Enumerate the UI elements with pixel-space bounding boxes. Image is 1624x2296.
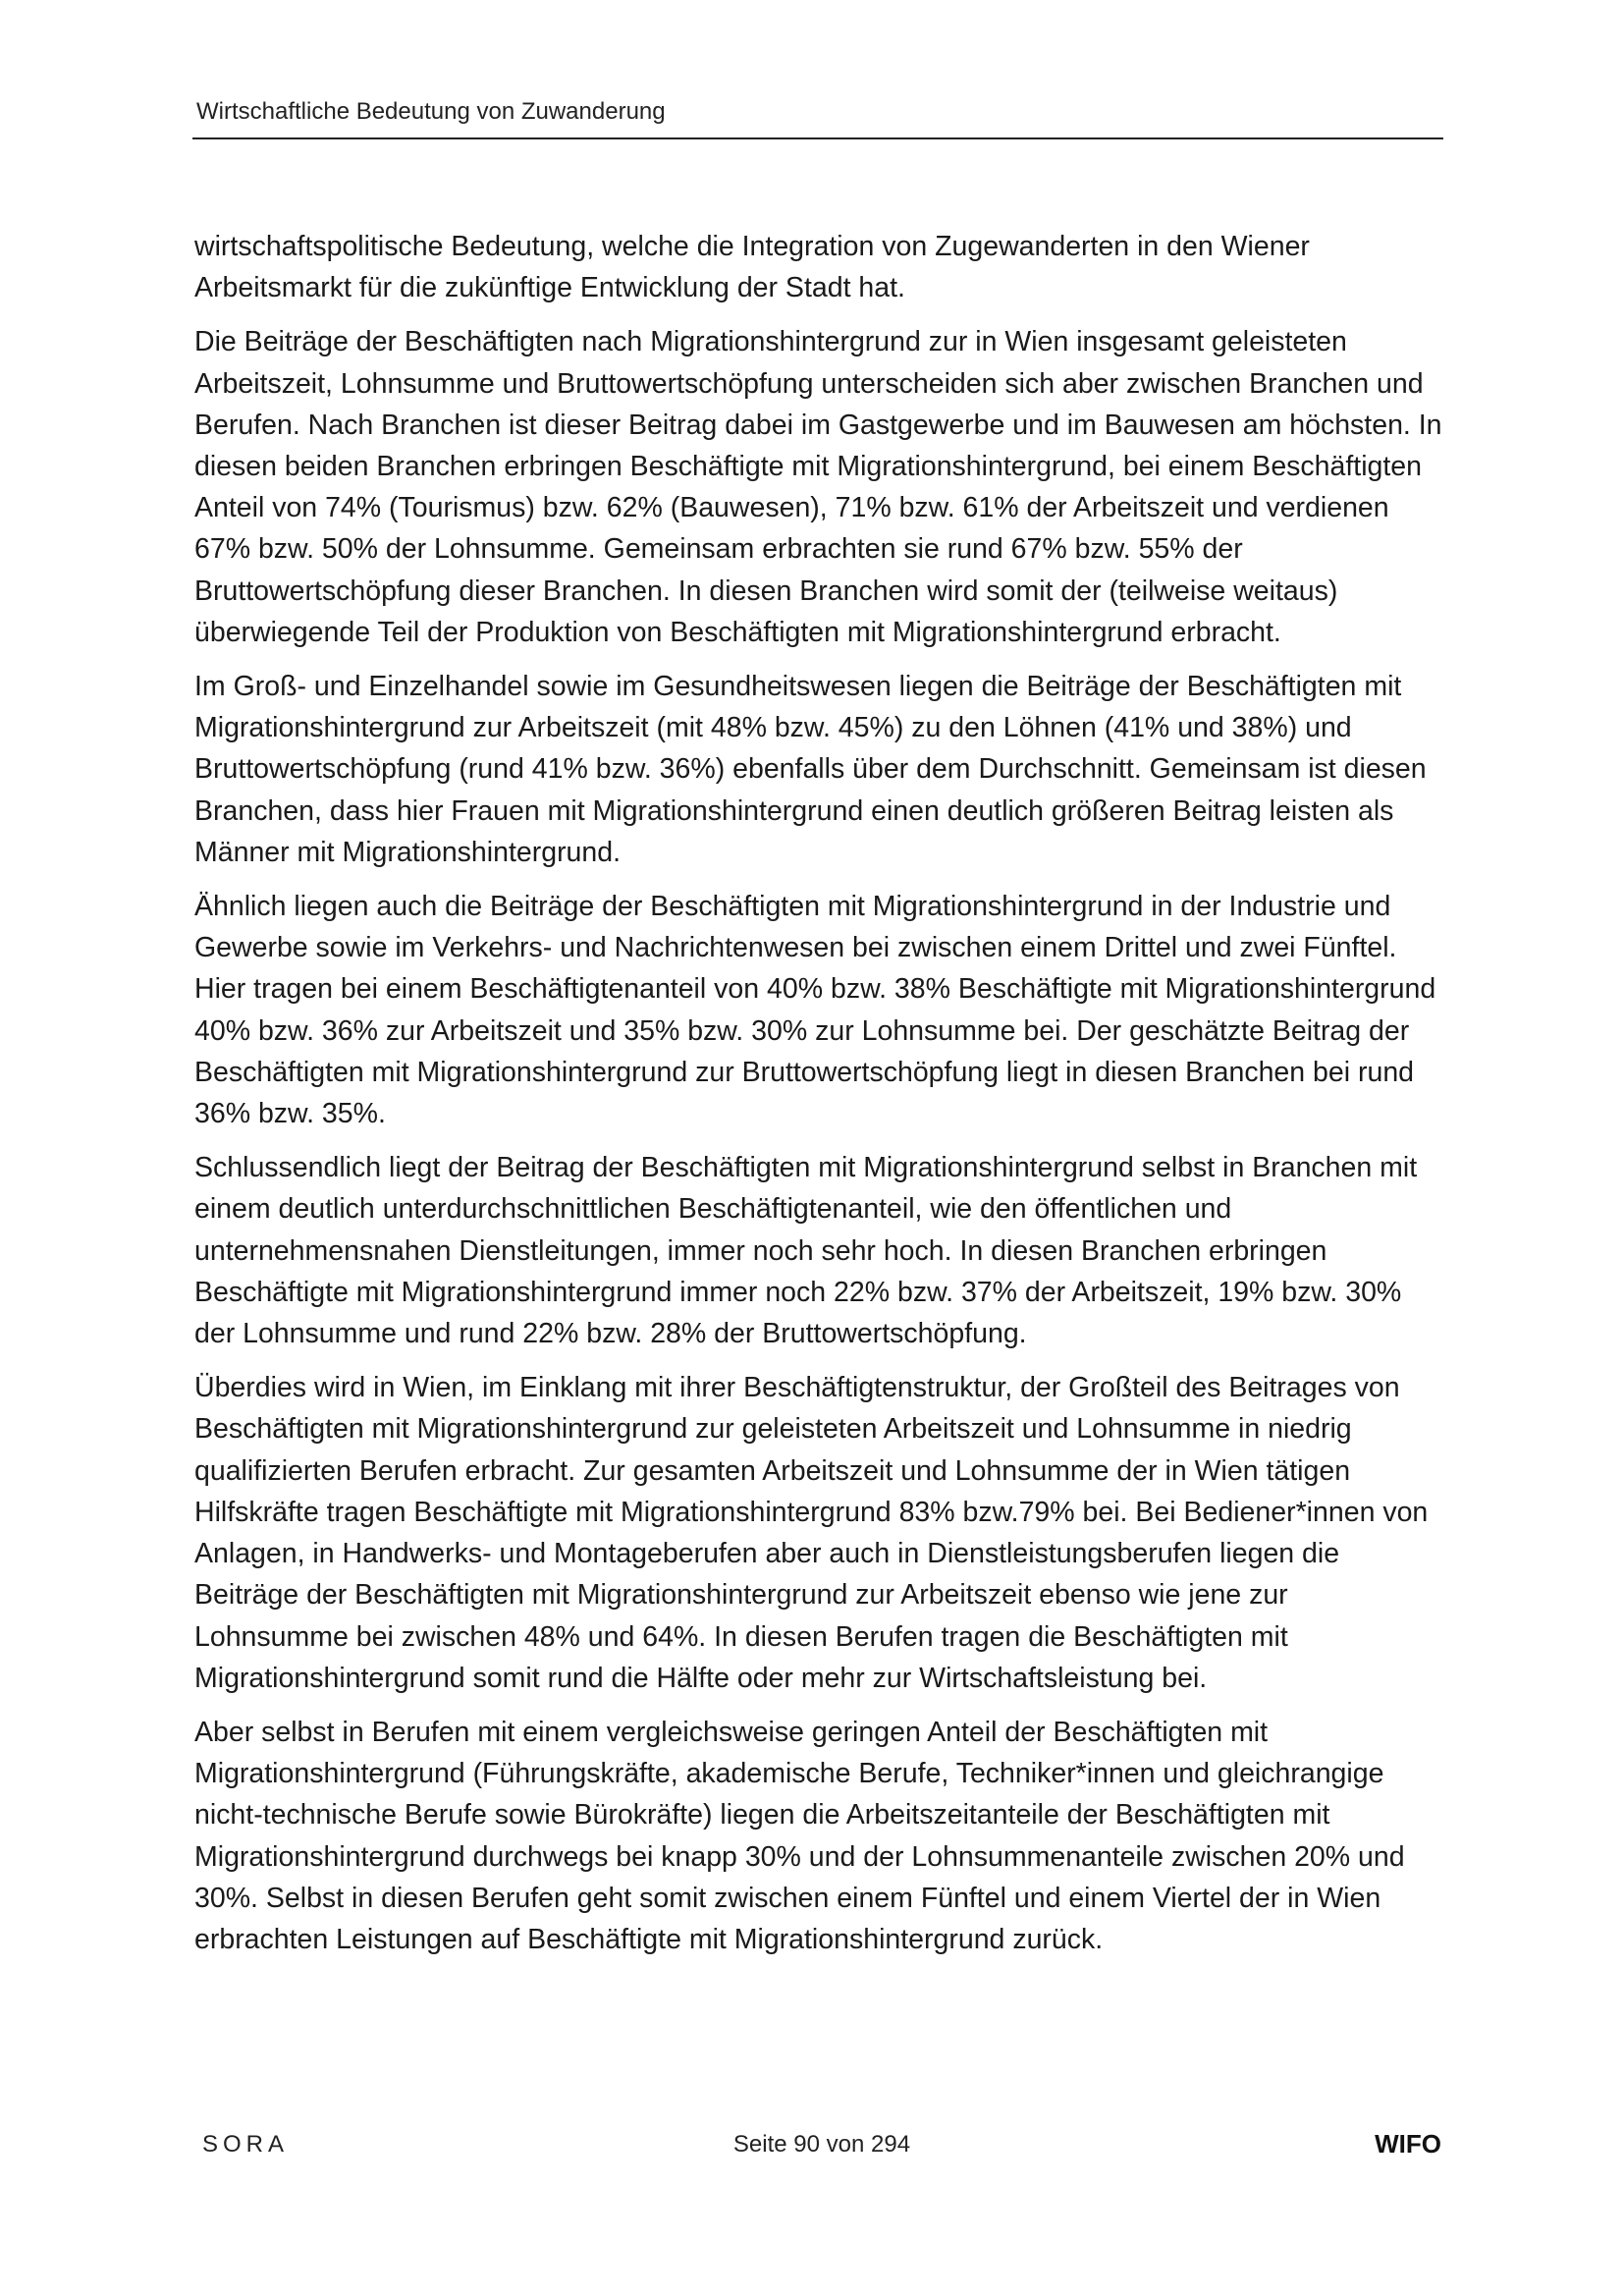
page-number: Seite 90 von 294 bbox=[732, 2131, 911, 2158]
paragraph: Aber selbst in Berufen mit einem vergleichsweise geringen Anteil der Beschäftigten mit Migrationshintergrund (Führungskräfte, akademische Berufe, Techniker*innen und gleichrangige nicht-technische Berufe sowie Bürokräfte) liegen die Arbeitszeitanteile der Beschäftigten mit Migrationshintergrund durchwegs bei knapp 30% und der Lohnsummenanteile zwischen 20% und 30%. Selbst in diesen Berufen geht somit zwischen einem Fünftel und einem Viertel der in Wien erbrachten Leistungen auf Beschäftigte mit Migrationshintergrund zurück. bbox=[194, 1716, 1405, 1955]
sora-logo: SORA bbox=[202, 2131, 290, 2158]
paragraph: wirtschaftspolitische Bedeutung, welche die Integration von Zugewanderten in den Wiener Arbeitsmarkt für die zukünftige Entwicklung der Stadt hat. bbox=[194, 231, 1310, 304]
paragraph: Ähnlich liegen auch die Beiträge der Beschäftigten mit Migrationshintergrund in der Industrie und Gewerbe sowie im Verkehrs- und Nachrichtenwesen bei zwischen einem Drittel und zwei Fünftel. Hier tragen bei einem Beschäftigtenanteil von 40% bzw. 38% Beschäftigte mit Migrationshintergrund 40% bzw. 36% zur Arbeitszeit und 35% bzw. 30% zur Lohnsumme bei. Der geschätzte Beitrag der Beschäftigten mit Migrationshintergrund zur Bruttowertschöpfung liegt in diesen Branchen bei rund 36% bzw. 35%. bbox=[194, 891, 1436, 1130]
page-header bbox=[192, 94, 1443, 139]
body-text bbox=[194, 226, 1449, 1973]
wifo-logo: WIFO bbox=[1375, 2129, 1441, 2159]
paragraph: Im Groß- und Einzelhandel sowie im Gesundheitswesen liegen die Beiträge der Beschäftigten mit Migrationshintergrund zur Arbeitszeit (mit 48% bzw. 45%) zu den Löhnen (41% und 38%) und Bruttowertschöpfung (rund 41% bzw. 36%) ebenfalls über dem Durchschnitt. Gemeinsam ist diesen Branchen, dass hier Frauen mit Migrationshintergrund einen deutlich größeren Beitrag leisten als Männer mit Migrationshintergrund. bbox=[194, 671, 1427, 868]
paragraph: Schlussendlich liegt der Beitrag der Beschäftigten mit Migrationshintergrund selbst in Branchen mit einem deutlich unterdurchschnittlichen Beschäftigtenanteil, wie den öffentlichen und unternehmensnahen Dienstleitungen, immer noch sehr hoch. In diesen Branchen erbringen Beschäftigte mit Migrationshintergrund immer noch 22% bzw. 37% der Arbeitszeit, 19% bzw. 30% der Lohnsumme und rund 22% bzw. 28% der Bruttowertschöpfung. bbox=[194, 1152, 1418, 1350]
paragraph: Die Beiträge der Beschäftigten nach Migrationshintergrund zur in Wien insgesamt geleisteten Arbeitszeit, Lohnsumme und Bruttowertschöpfung unterscheiden sich aber zwischen Branchen und Berufen. Nach Branchen ist dieser Beitrag dabei im Gastgewerbe und im Bauwesen am höchsten. In diesen beiden Branchen erbringen Beschäftigte mit Migrationshintergrund, bei einem Beschäftigten Anteil von 74% (Tourismus) bzw. 62% (Bauwesen), 71% bzw. 61% der Arbeitszeit und verdienen 67% bzw. 50% der Lohnsumme. Gemeinsam erbrachten sie rund 67% bzw. 55% der Bruttowertschöpfung dieser Branchen. In diesen Branchen wird somit der (teilweise weitaus) überwiegende Teil der Produktion von Beschäftigten mit Migrationshintergrund erbracht. bbox=[194, 326, 1442, 648]
paragraph: Überdies wird in Wien, im Einklang mit ihrer Beschäftigtenstruktur, der Großteil des Beitrages von Beschäftigten mit Migrationshintergrund zur geleisteten Arbeitszeit und Lohnsumme in niedrig qualifizierten Berufen erbracht. Zur gesamten Arbeitszeit und Lohnsumme der in Wien tätigen Hilfskräfte tragen Beschäftigte mit Migrationshintergrund 83% bzw.79% bei. Bei Bediener*innen von Anlagen, in Handwerks- und Montageberufen aber auch in Dienstleistungsberufen liegen die Beiträge der Beschäftigten mit Migrationshintergrund zur Arbeitszeit ebenso wie jene zur Lohnsumme bei zwischen 48% und 64%. In diesen Berufen tragen die Beschäftigten mit Migrationshintergrund somit rund die Hälfte oder mehr zur Wirtschaftsleistung bei. bbox=[194, 1372, 1429, 1694]
running-header-title: Wirtschaftliche Bedeutung von Zuwanderung bbox=[196, 98, 666, 125]
page-footer bbox=[202, 2131, 1441, 2166]
